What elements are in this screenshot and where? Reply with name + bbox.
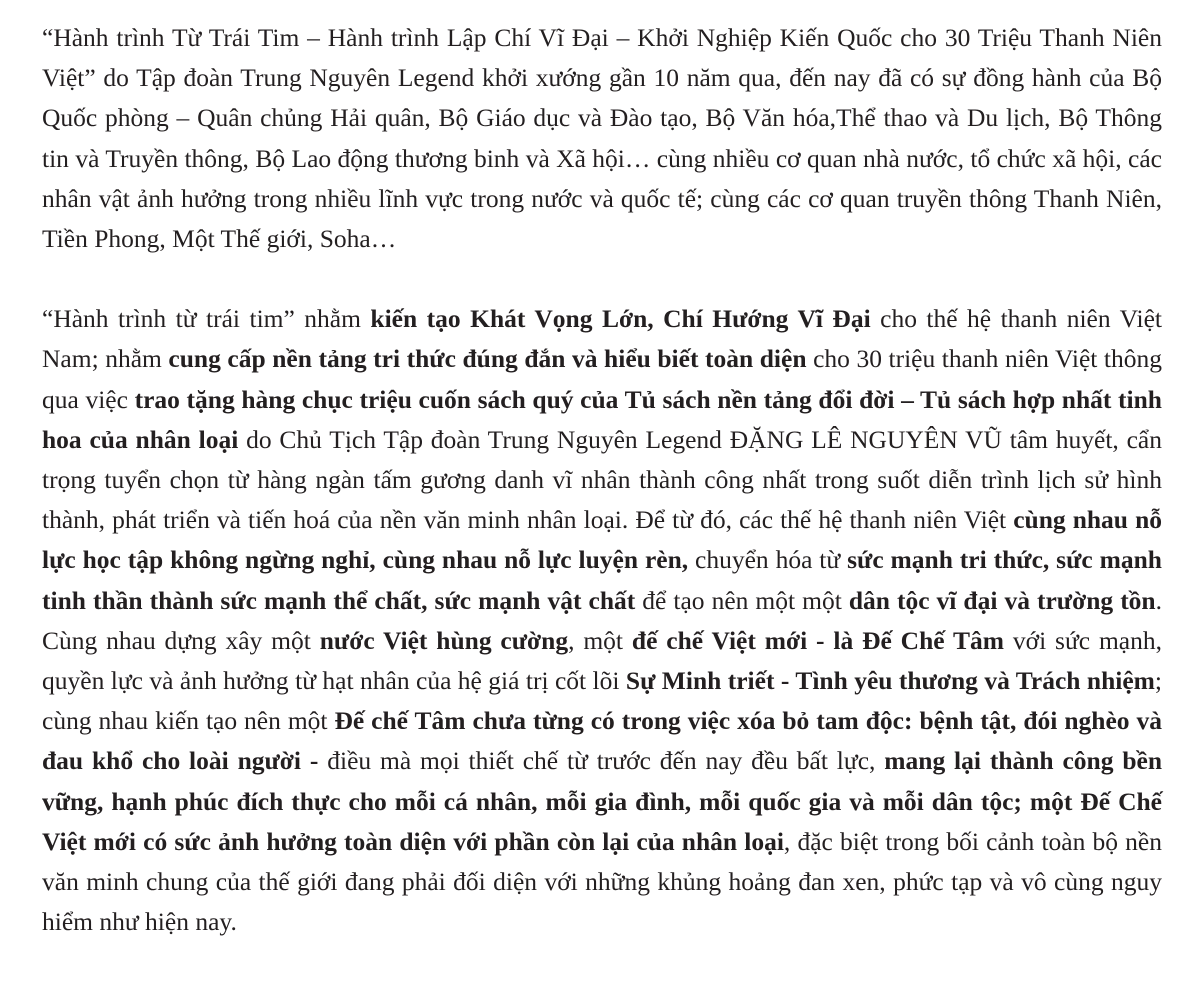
paragraph-1-text: “Hành trình Từ Trái Tim – Hành trình Lập Chí Vĩ Đại – Khởi Nghiệp Kiến Quốc cho 30 Triệu Thanh Niên Việt” do Tập đoàn Trung Nguyên Legend khởi xướng gần 10 năm qua, đến nay đã có sự đồng hành của Bộ Quốc phòng – Quân chủng Hải quân, Bộ Giáo dục và Đào tạo, Bộ Văn hóa,Thể thao và Du lịch, Bộ Thông tin và Truyền thông, Bộ Lao động thương binh và Xã hội… cùng nhiều cơ quan nhà nước, tổ chức xã hội, các nhân vật ảnh hưởng trong nhiều lĩnh vực trong nước và quốc tế; cùng các cơ quan truyền thông Thanh Niên, Tiền Phong, Một Thế giới, Soha…: [42, 23, 1162, 254]
paragraph-2-emphasis: dân tộc vĩ đại và trường tồn: [848, 585, 1156, 615]
paragraph-2-segment: điều mà mọi thiết chế từ trước đến nay đều bất lực,: [318, 746, 885, 776]
paragraph-2-segment: , một: [568, 625, 632, 655]
paragraph-2-emphasis: cung cấp nền tảng tri thức đúng đắn và hiểu biết toàn diện: [168, 344, 807, 374]
paragraph-2-segment: với sức mạnh, quyền lực và ảnh hưởng từ hạt nhân của hệ giá trị cốt lõi: [42, 625, 1163, 696]
paragraph-2-emphasis: cùng nhau nỗ lực học tập không ngừng nghỉ, cùng nhau nỗ lực luyện rèn,: [42, 505, 1163, 575]
paragraph-2-emphasis: đế chế Việt mới - là Đế Chế Tâm: [631, 625, 1004, 655]
paragraph-2-emphasis: nước Việt hùng cường: [319, 625, 569, 655]
paragraph-2-segment: cho thế hệ thanh niên Việt Nam; nhằm: [42, 304, 1162, 374]
paragraph-2-segment: để tạo nên một một: [635, 585, 849, 615]
paragraph-2-emphasis: mang lại thành công bền vững, hạnh phúc đích thực cho mỗi cá nhân, mỗi gia đình, mỗi quốc gia và mỗi dân tộc; một Đế Chế Việt mới có sức ảnh hưởng toàn diện với phần còn lại của nhân loại: [42, 746, 1163, 856]
paragraph-2: [42, 299, 1162, 942]
paragraph-2-emphasis: kiến tạo Khát Vọng Lớn, Chí Hướng Vĩ Đại: [370, 304, 871, 334]
paragraph-2-segment: , đặc biệt trong bối cảnh toàn bộ nền văn minh chung của thế giới đang phải đối diện với những khủng hoảng đan xen, phức tạp và vô cùng nguy hiểm như hiện nay.: [42, 826, 1162, 937]
paragraph-2-segment: do Chủ Tịch Tập đoàn Trung Nguyên Legend ĐẶNG LÊ NGUYÊN VŨ tâm huyết, cẩn trọng tuyển chọn từ hàng ngàn tấm gương danh vĩ nhân thành công nhất trong suốt diễn trình lịch sử hình thành, phát triển và tiến hoá của nền văn minh nhân loại. Để từ đó, các thế hệ thanh niên Việt: [42, 424, 1162, 535]
paragraph-2-emphasis: sức mạnh tri thức, sức mạnh tinh thần thành sức mạnh thể chất, sức mạnh vật chất: [42, 545, 1162, 615]
paragraph-2-segment: . Cùng nhau dựng xây một: [42, 585, 1162, 655]
paragraph-2-emphasis: trao tặng hàng chục triệu cuốn sách quý của Tủ sách nền tảng đổi đời – Tủ sách hợp nhất tinh hoa của nhân loại: [42, 384, 1162, 454]
paragraph-1: [42, 18, 1162, 259]
paragraph-2-segment: cho 30 triệu thanh niên Việt thông qua việc: [42, 344, 1162, 414]
paragraph-2-segment: “Hành trình từ trái tim” nhằm: [42, 304, 371, 334]
paragraph-2-emphasis: Sự Minh triết - Tình yêu thương và Trách nhiệm: [625, 666, 1155, 696]
paragraph-2-emphasis: Đế chế Tâm chưa từng có trong việc xóa bỏ tam độc: bệnh tật, đói nghèo và đau khổ cho loài người -: [42, 706, 1162, 776]
paragraph-2-segment: chuyển hóa từ: [688, 545, 848, 575]
paragraph-2-segment: ; cùng nhau kiến tạo nên một: [42, 666, 1163, 736]
